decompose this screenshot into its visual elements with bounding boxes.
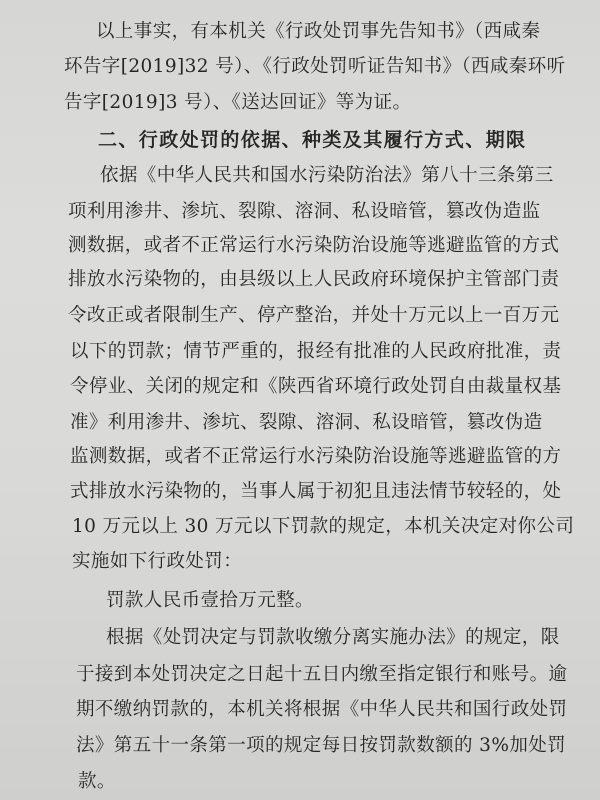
text-line: 测数据，或者不正常运行水污染防治设施等逃避监管的方式 [68, 235, 560, 256]
text-line: 式排放水污染物的，当事人属于初犯且违法情节较轻的，处 [70, 481, 562, 502]
text-line: 令改正或者限制生产、停产整治，并处十万元以上一百万元 [68, 305, 560, 326]
text-line: 期不缴纳罚款的，本机关将根据《中华人民共和国行政处罚 [76, 699, 568, 720]
text-line: 环告字[2019]32 号）、《行政处罚听证告知书》（西咸秦环听 [64, 56, 566, 77]
text-line: 法》第五十一条第一项的规定每日按罚款数额的 3%加处罚 [76, 735, 567, 756]
text-line: 项利用渗井、渗坑、裂隙、溶洞、私设暗管，篡改伪造监 [68, 201, 541, 222]
text-line: 告字[2019]3 号）、《送达回证》等为证。 [64, 92, 412, 113]
text-line: 令停业、关闭的规定和《陕西省环境行政处罚自由裁量权基 [70, 376, 562, 397]
text-line: 实施如下行政处罚： [72, 551, 243, 572]
text-line: 以下的罚款；情节严重的，报经有批准的人民政府批准，责 [70, 341, 562, 362]
text-line: 准》利用渗井、渗坑、裂隙、溶洞、私设暗管，篡改伪造 [70, 412, 543, 433]
text-line: 10 万元以上 30 万元以下罚款的规定，本机关决定对你公司 [72, 516, 575, 537]
section-heading: 二、行政处罚的依据、种类及其履行方式、期限 [98, 129, 527, 151]
text-line: 排放水污染物的，由县级以上人民政府环境保护主管部门责 [68, 269, 560, 290]
text-line: 于接到本处罚决定之日起十五日内缴至指定银行和账号。逾 [76, 664, 568, 685]
text-line: 依据《中华人民共和国水污染防治法》第八十三条第三 [100, 165, 554, 186]
text-line: 款。 [78, 771, 116, 792]
text-line: 以上事实，有本机关《行政处罚事先告知书》（西咸秦 [96, 21, 541, 42]
text-line: 根据《处罚决定与罚款收缴分离实施办法》的规定，限 [106, 627, 560, 648]
text-line: 罚款人民币壹拾万元整。 [106, 590, 314, 611]
text-line: 监测数据，或者不正常运行水污染防治设施等逃避监管的方 [70, 446, 562, 467]
